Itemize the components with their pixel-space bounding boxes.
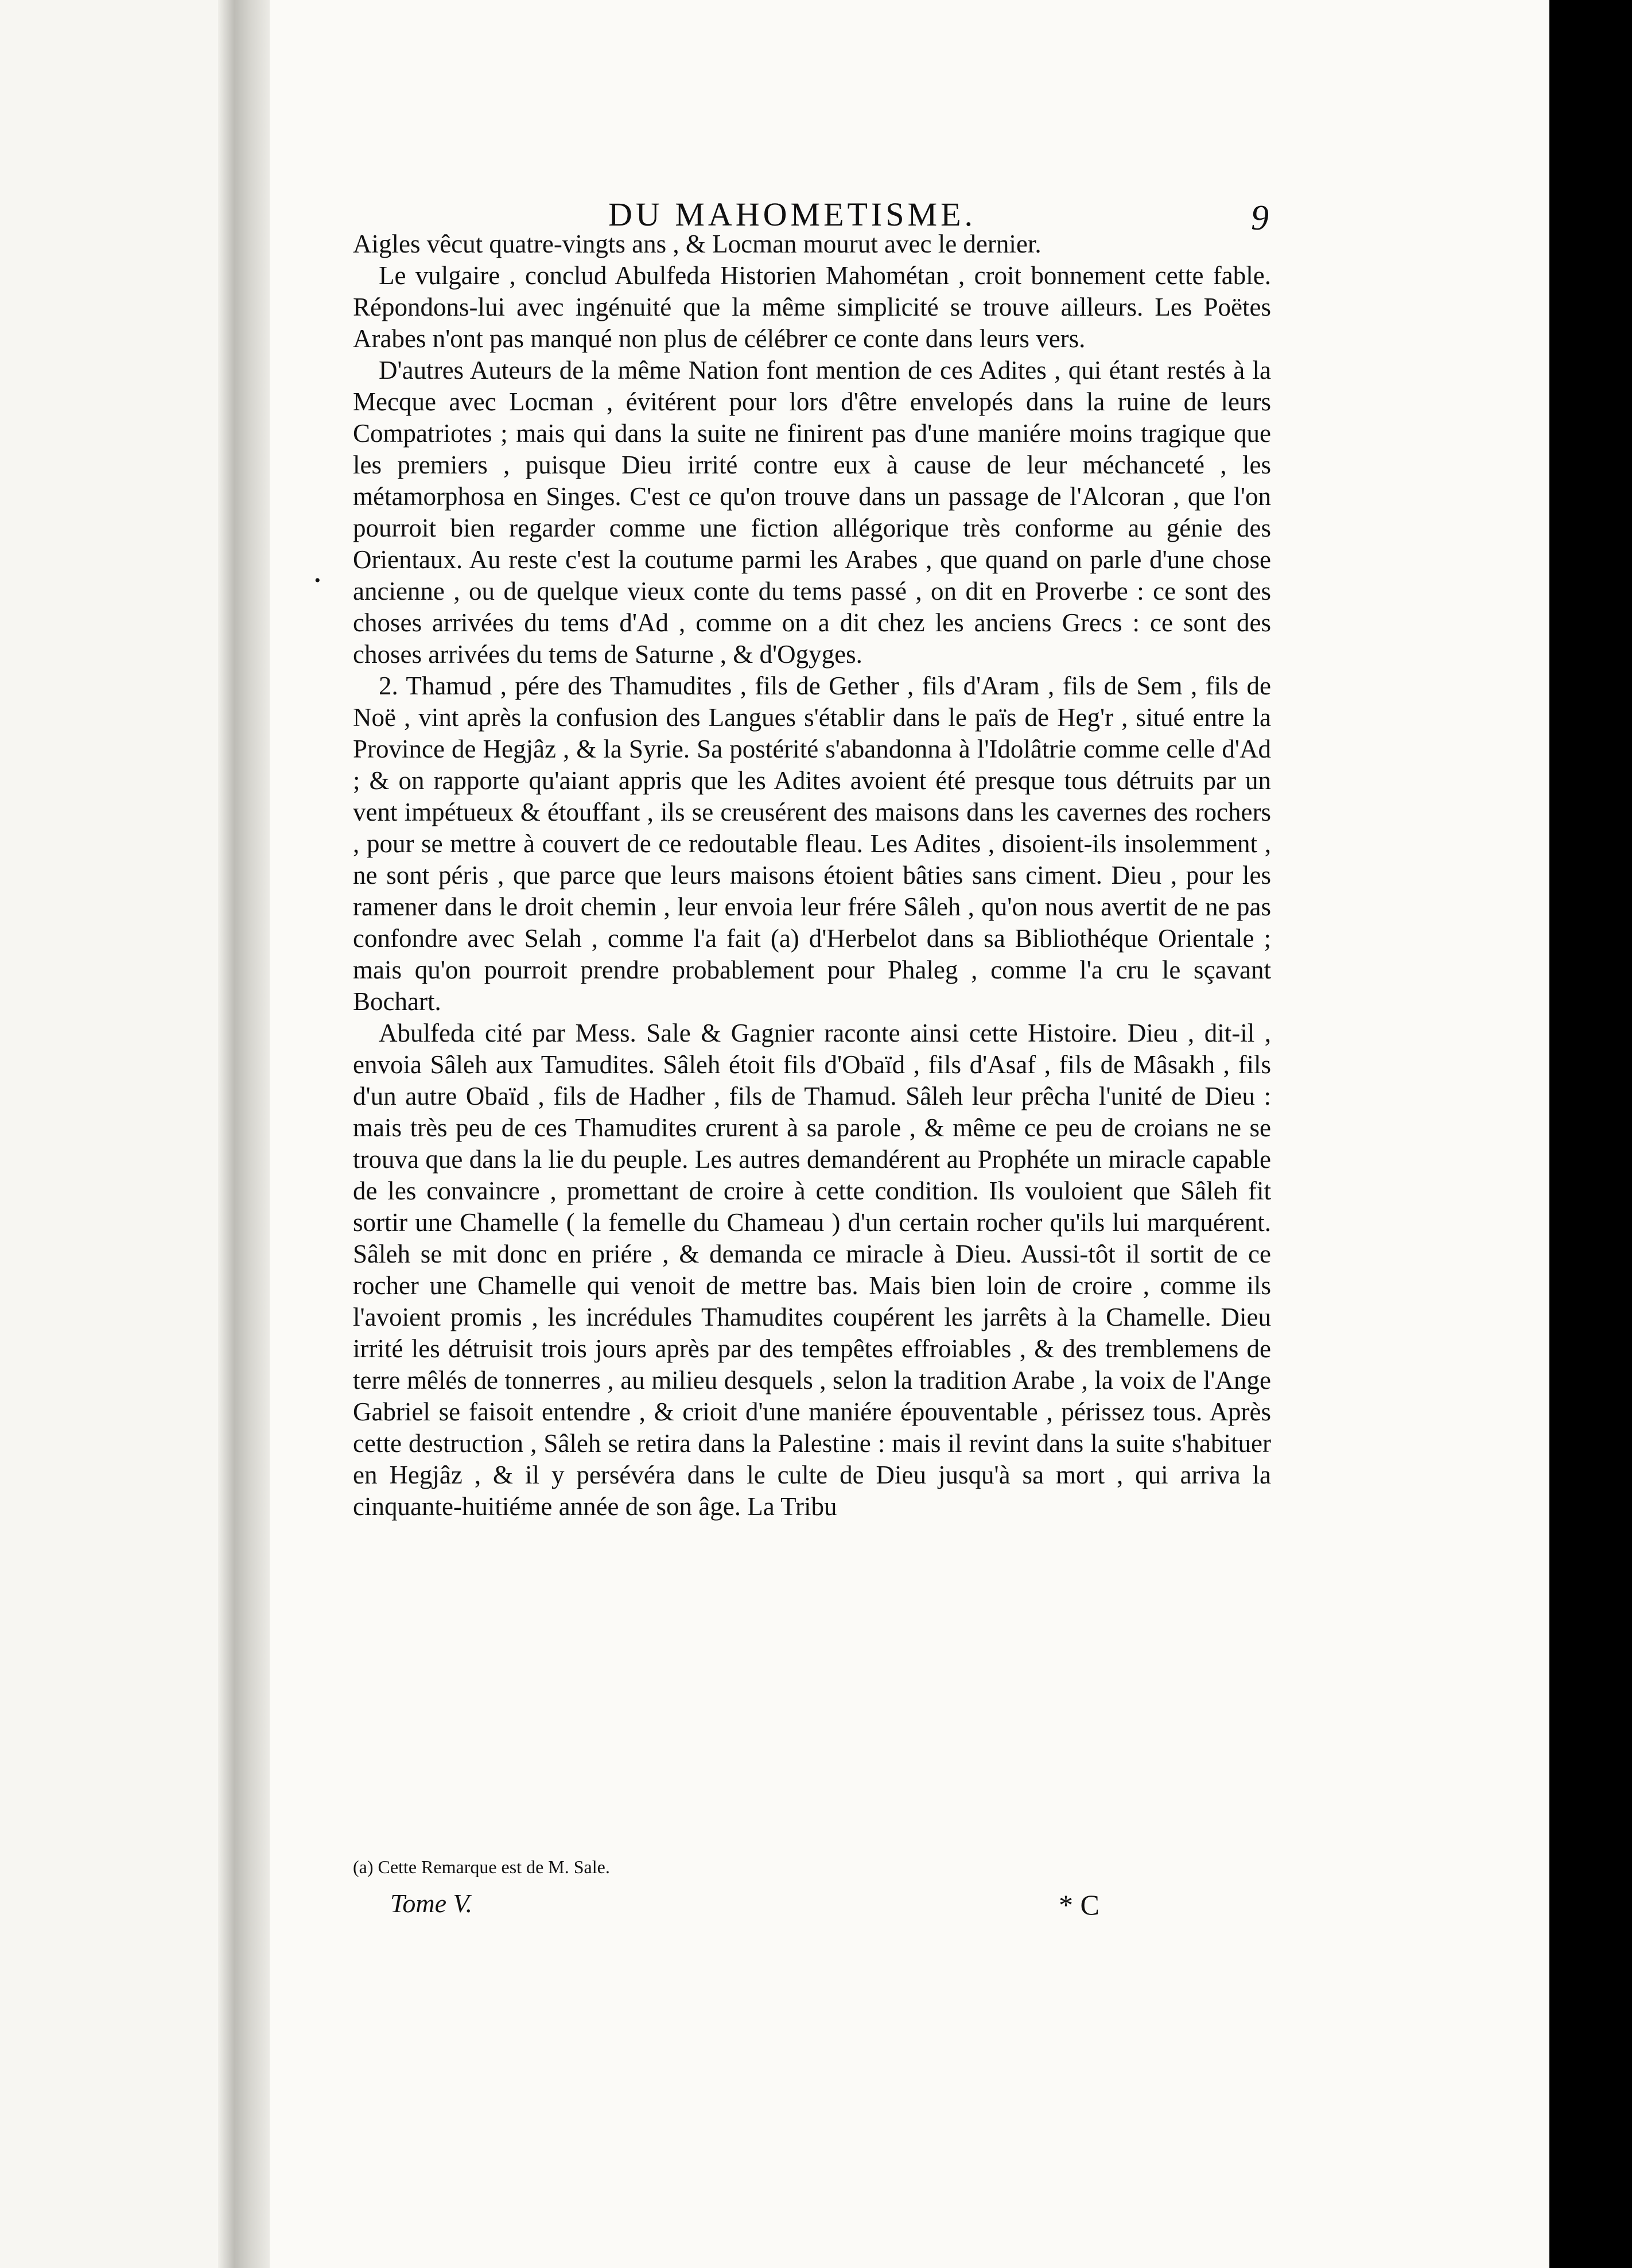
paragraph-2: Le vulgaire , conclud Abulfeda Historien Mahométan , croit bonnement cette fable. Répondons-lui avec ingénuité que la même simplicité se trouve ailleurs. Les Poëtes Arabes n'ont pas manqué non plus de célébrer ce conte dans leurs vers. <box>353 261 1271 353</box>
book-gutter <box>218 0 273 2268</box>
paragraph-5: Abulfeda cité par Mess. Sale & Gagnier raconte ainsi cette Histoire. Dieu , dit-il , envoia Sâleh aux Tamudites. Sâleh étoit fils d'Obaïd , fils d'Asaf , fils de Mâsakh , fils d'un autre Obaïd , fils de Hadher , fils de Thamud. Sâleh leur prêcha l'unité de Dieu : mais très peu de ces Thamudites crurent à sa parole , & même ce peu de croians ne se trouva que dans la lie du peuple. Les autres demandérent au Prophéte un miracle capable de les convaincre , promettant de croire à cette condition. Ils vouloient que Sâleh fit sortir une Chamelle ( la femelle du Chameau ) d'un certain rocher qu'ils lui marquérent. Sâleh se mit donc en priére , & demanda ce miracle à Dieu. Aussi-tôt il sortit de ce rocher une Chamelle qui venoit de mettre bas. Mais bien loin de croire , comme ils l'avoient promis , les incrédules Thamudites coupérent les jarrêts à la Chamelle. Dieu irrité les détruisit trois jours après par des tempêtes effroiables , & des tremblemens de terre mêlés de tonnerres , au milieu desquels , selon la tradition Arabe , la voix de l'Ange Gabriel se faisoit entendre , & crioit d'une maniére épouventable , périssez tous. Après cette destruction , Sâleh se retira dans la Palestine : mais il revint dans la suite s'habituer en Hegjâz , & il y persévéra dans le culte de Dieu jusqu'à sa mort , qui arriva la cinquante-huitiéme année de son âge. La Tribu <box>353 1019 1271 1521</box>
paragraph-3: D'autres Auteurs de la même Nation font mention de ces Adites , qui étant restés à la Mecque avec Locman , évitérent pour lors d'être envelopés dans la ruine de leurs Compatriotes ; mais qui dans la suite ne finirent pas d'une maniére moins tragique que les premiers , puisque Dieu irrité contre eux à cause de leur méchanceté , les métamorphosa en Singes. C'est ce qu'on trouve dans un passage de l'Alcoran , que l'on pourroit bien regarder comme une fiction allégorique très conforme au génie des Orientaux. Au reste c'est la coutume parmi les Arabes , que quand on parle d'une chose ancienne , ou de quelque vieux conte du tems passé , on dit en Proverbe : ce sont des choses arrivées du tems d'Ad , comme on a dit chez les anciens Grecs : ce sont des choses arrivées du tems de Saturne , & d'Ogyges. <box>353 356 1271 669</box>
footnote: (a) Cette Remarque est de M. Sale. <box>353 1857 610 1877</box>
page-number: 9 <box>1251 199 1269 238</box>
margin-mark: • <box>314 571 321 590</box>
signature-mark: * C <box>1059 1889 1099 1921</box>
signature-tome: Tome V. <box>390 1889 473 1918</box>
facing-page-fragment <box>0 0 224 2268</box>
paragraph-1: Aigles vêcut quatre-vingts ans , & Locman mourut avec le dernier. <box>353 230 1042 258</box>
body-text <box>353 228 1271 1523</box>
paragraph-4: 2. Thamud , pére des Thamudites , fils de Gether , fils d'Aram , fils de Sem , fils de Noë , vint après la confusion des Langues s'établir dans le païs de Heg'r , situé entre la Province de Hegjâz , & la Syrie. Sa postérité s'abandonna à l'Idolâtrie comme celle d'Ad ; & on rapporte qu'aiant appris que les Adites avoient été presque tous détruits par un vent impétueux & étouffant , ils se creusérent des maisons dans les cavernes des rochers , pour se mettre à couvert de ce redoutable fleau. Les Adites , disoient-ils insolemment , ne sont péris , que parce que leurs maisons étoient bâties sans ciment. Dieu , pour les ramener dans le droit chemin , leur envoia leur frére Sâleh , qu'on nous avertit de ne pas confondre avec Selah , comme l'a fait (a) d'Herbelot dans sa Bibliothéque Orientale ; mais qu'on pourroit prendre probablement pour Phaleg , comme l'a cru le sçavant Bochart. <box>353 671 1271 1016</box>
running-title: DU MAHOMETISME. <box>608 196 976 233</box>
